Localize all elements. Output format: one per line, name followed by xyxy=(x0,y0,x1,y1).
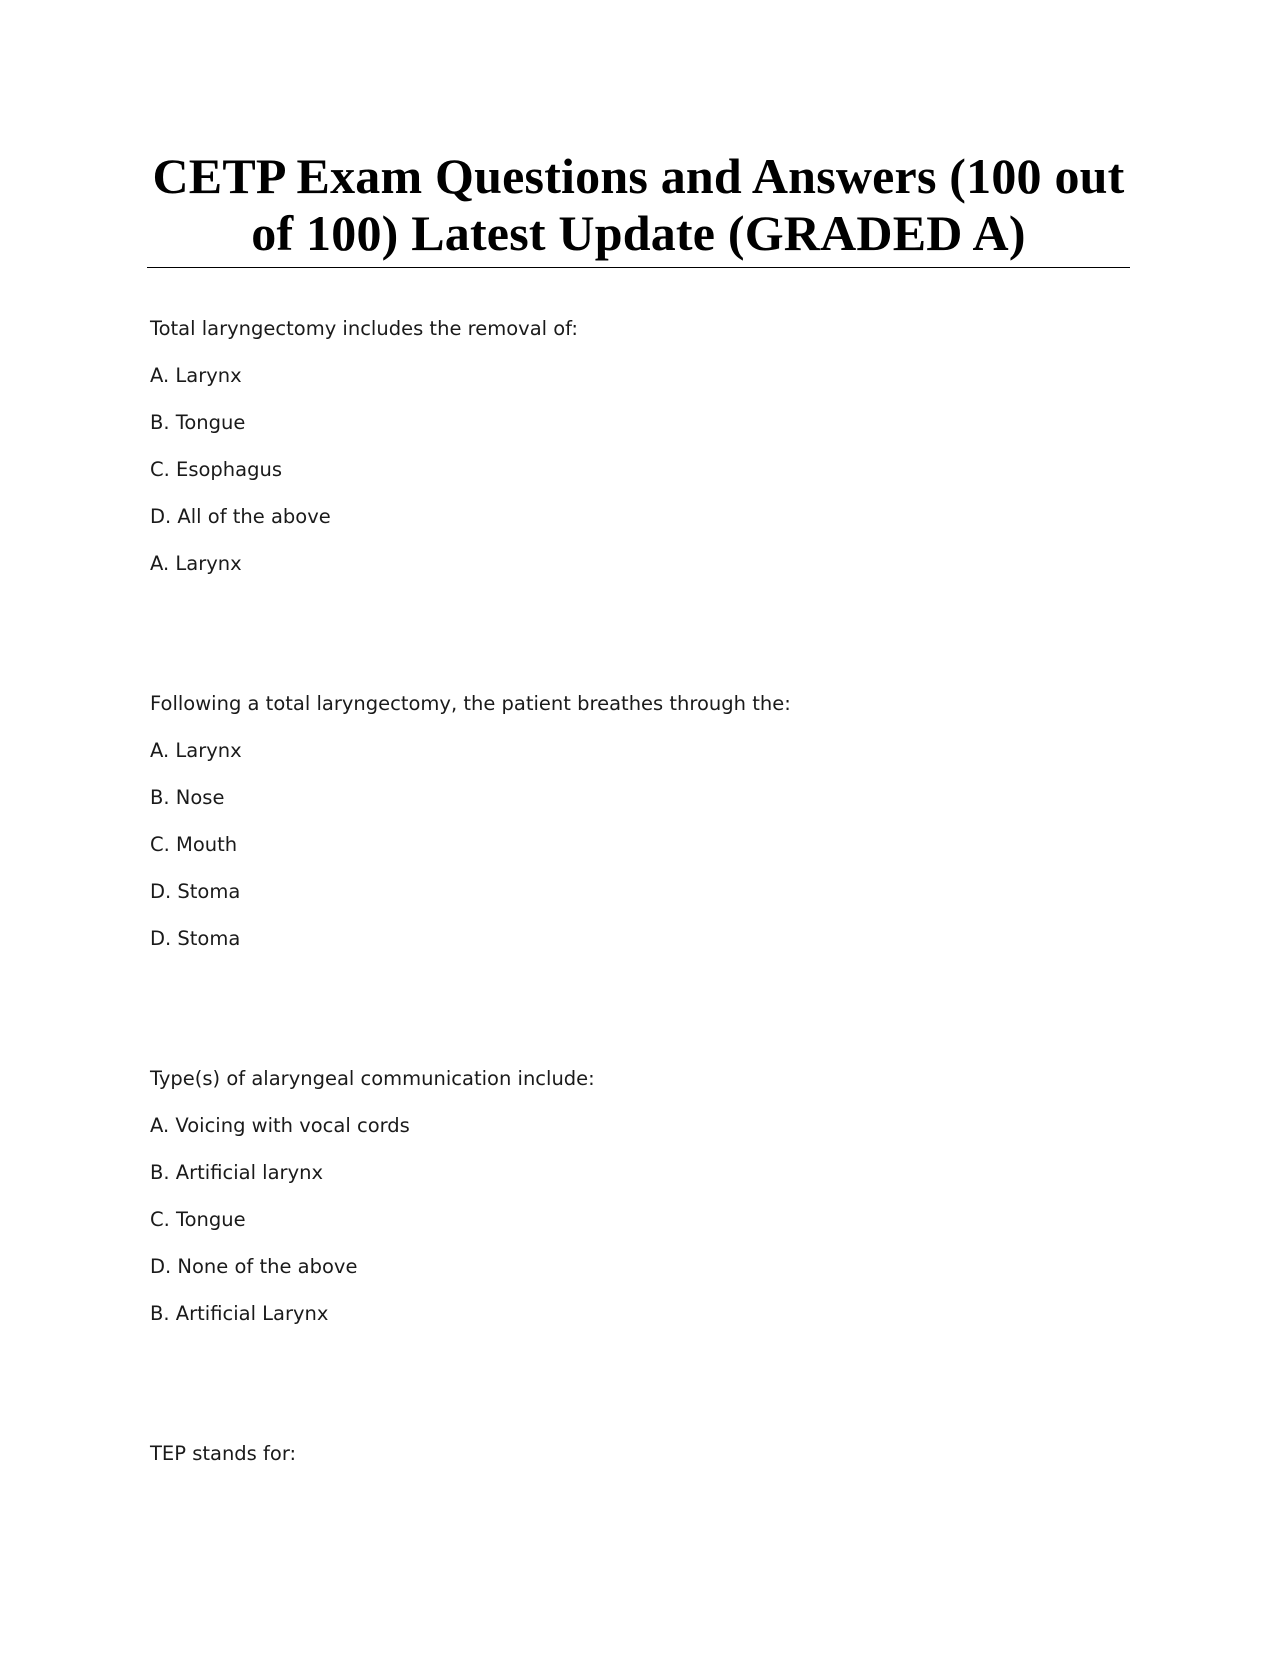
question-1-option-b: B. Tongue xyxy=(150,411,246,434)
question-1-option-a: A. Larynx xyxy=(150,364,242,387)
question-2-answer: D. Stoma xyxy=(150,927,241,950)
question-2-option-d: D. Stoma xyxy=(150,880,241,903)
question-2-option-b: B. Nose xyxy=(150,786,225,809)
question-3-option-b: B. Artificial larynx xyxy=(150,1161,324,1184)
title-underline xyxy=(147,267,1130,268)
question-2-prompt: Following a total laryngectomy, the patient breathes through the: xyxy=(150,692,791,715)
question-1-answer: A. Larynx xyxy=(150,552,242,575)
title-line-2: of 100) Latest Update (GRADED A) xyxy=(251,205,1026,261)
question-1-option-c: C. Esophagus xyxy=(150,458,283,481)
question-4-prompt: TEP stands for: xyxy=(150,1442,297,1465)
question-3-prompt: Type(s) of alaryngeal communication include: xyxy=(150,1067,595,1090)
question-2-option-c: C. Mouth xyxy=(150,833,238,856)
question-1-prompt: Total laryngectomy includes the removal of: xyxy=(150,317,578,340)
question-3-option-a: A. Voicing with vocal cords xyxy=(150,1114,410,1137)
question-2-option-a: A. Larynx xyxy=(150,739,242,762)
question-3-option-c: C. Tongue xyxy=(150,1208,246,1231)
document-title xyxy=(147,148,1130,262)
question-3-answer: B. Artificial Larynx xyxy=(150,1302,329,1325)
title-line-1: CETP Exam Questions and Answers (100 out xyxy=(152,148,1125,204)
question-1-option-d: D. All of the above xyxy=(150,505,331,528)
question-3-option-d: D. None of the above xyxy=(150,1255,358,1278)
